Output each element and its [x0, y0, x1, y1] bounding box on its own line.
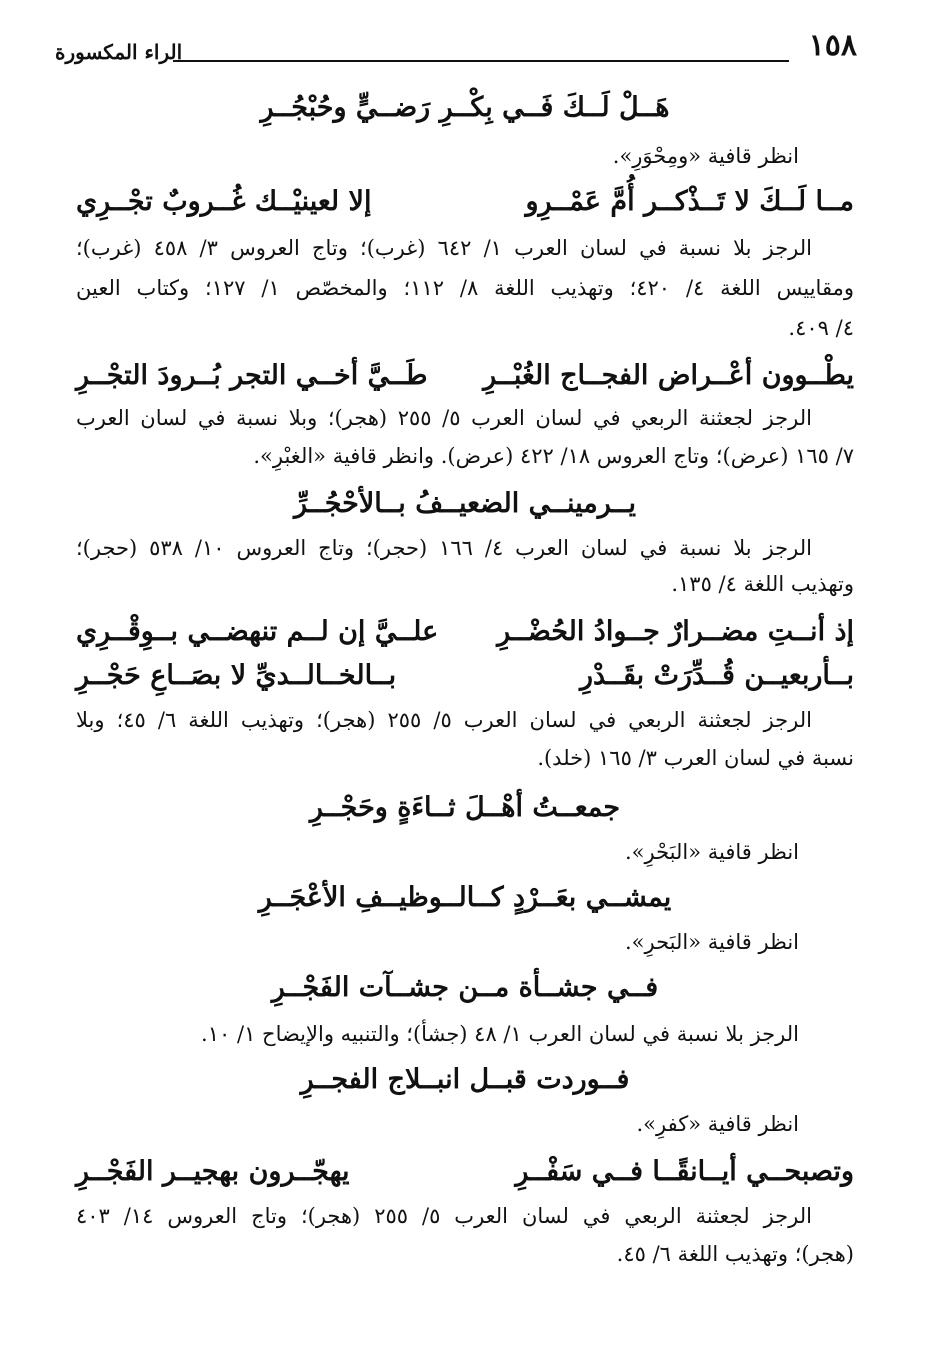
verse-couplet	[76, 660, 854, 696]
citation-line: الرجز لجعثنة الربعي في لسان العرب ٥/ ٢٥٥ (هجر)؛ وتهذيب اللغة ٦/ ٤٥؛ وبلا	[76, 708, 812, 732]
citation-line: ٤/ ٤٠٩.	[788, 316, 854, 340]
citation-line: وتهذيب اللغة ٤/ ١٣٥.	[671, 572, 854, 596]
citation-line: الرجز بلا نسبة في لسان العرب ١/ ٤٨ (جشأ)؛ والتنبيه والإيضاح ١/ ١٠.	[201, 1022, 799, 1046]
verse-second-hemistich: إلا لعينيْــك غُــروبٌ تجْــرِي	[76, 186, 372, 217]
verse-couplet	[76, 360, 854, 396]
verse-line: هَــلْ لَــكَ فَــي بِكْــرِ رَضــيٍّ وحُبْجُــرِ	[260, 92, 670, 123]
verse-line: جمعــتُ أهْــلَ ثــاءَةٍ وحَجْــرِ	[309, 792, 621, 823]
verse-second-hemistich: طَــيَّ أخــي التجر بُــرودَ التجْــرِ	[76, 360, 428, 391]
citation-line: الرجز بلا نسبة في لسان العرب ٤/ ١٦٦ (حجر)؛ وتاج العروس ١٠/ ٥٣٨ (حجر)؛	[76, 536, 812, 560]
verse-first-hemistich: مــا لَــكَ لا تَــذْكــر أُمَّ عَمْــرِو	[525, 186, 854, 217]
citation-line: ٧/ ١٦٥ (عرض)؛ وتاج العروس ١٨/ ٤٢٢ (عرض). وانظر قافية «الغبْرِ».	[253, 444, 854, 468]
citation-line: الرجز بلا نسبة في لسان العرب ١/ ٦٤٢ (غرب)؛ وتاج العروس ٣/ ٤٥٨ (غرب)؛	[76, 236, 812, 260]
verse-first-hemistich: وتصبحــي أيــانقًــا فــي سَفْــرِ	[515, 1156, 854, 1187]
verse-line: يــرمينــي الضعيــفُ بــالأحْجُــرِّ	[294, 488, 636, 519]
verse-first-hemistich: بــأربعيــن قُــدِّرَتْ بقَــدْرِ	[579, 660, 854, 691]
cross-reference: انظر قافية «كفرِ».	[636, 1112, 799, 1136]
verse-first-hemistich: يطْــوون أعْــراض الفجــاج الغُبْــرِ	[483, 360, 854, 391]
section-title: الراء المكسورة	[55, 40, 183, 64]
verse-line: فــي جشــأة مــن جشــآت الفَجْــرِ	[271, 972, 659, 1003]
cross-reference: انظر قافية «البَحْرِ».	[625, 840, 799, 864]
running-header	[55, 22, 857, 74]
cross-reference: انظر قافية «البَحرِ».	[625, 930, 799, 954]
header-rule	[173, 60, 789, 62]
verse-second-hemistich: بــالخــالــديِّ لا بصَــاعِ حَجْــرِ	[76, 660, 397, 691]
verse-second-hemistich: يهجّــرون بهجيــر الفَجْــرِ	[76, 1156, 350, 1187]
cross-reference: انظر قافية «ومِحْوَرِ».	[612, 144, 799, 168]
verse-first-hemistich: إذ أنــتِ مضــرارٌ جــوادُ الحُضْــرِ	[497, 616, 854, 647]
page-number: ١٥٨	[808, 28, 857, 63]
verse-second-hemistich: علــيَّ إن لــم تنهضــي بــوِقْــرِي	[76, 616, 439, 647]
citation-line: الرجز لجعثنة الربعي في لسان العرب ٥/ ٢٥٥ (هجر)؛ وتاج العروس ١٤/ ٤٠٣	[76, 1204, 812, 1228]
citation-line: ومقاييس اللغة ٤/ ٤٢٠؛ وتهذيب اللغة ٨/ ١١٢؛ والمخصّص ١/ ١٢٧؛ وكتاب العين	[76, 276, 854, 300]
verse-couplet	[76, 186, 854, 222]
citation-line: الرجز لجعثنة الربعي في لسان العرب ٥/ ٢٥٥ (هجر)؛ وبلا نسبة في لسان العرب	[76, 406, 812, 430]
verse-couplet	[76, 1156, 854, 1192]
verse-couplet	[76, 616, 854, 652]
verse-line: يمشــي بعَــرْدٍ كــالــوظيــفِ الأعْجَــرِ	[258, 882, 672, 913]
citation-line: (هجر)؛ وتهذيب اللغة ٦/ ٤٥.	[616, 1242, 854, 1266]
verse-line: فــوردت قبــل انبــلاج الفجــرِ	[300, 1064, 630, 1095]
citation-line: نسبة في لسان العرب ٣/ ١٦٥ (خلد).	[537, 746, 854, 770]
